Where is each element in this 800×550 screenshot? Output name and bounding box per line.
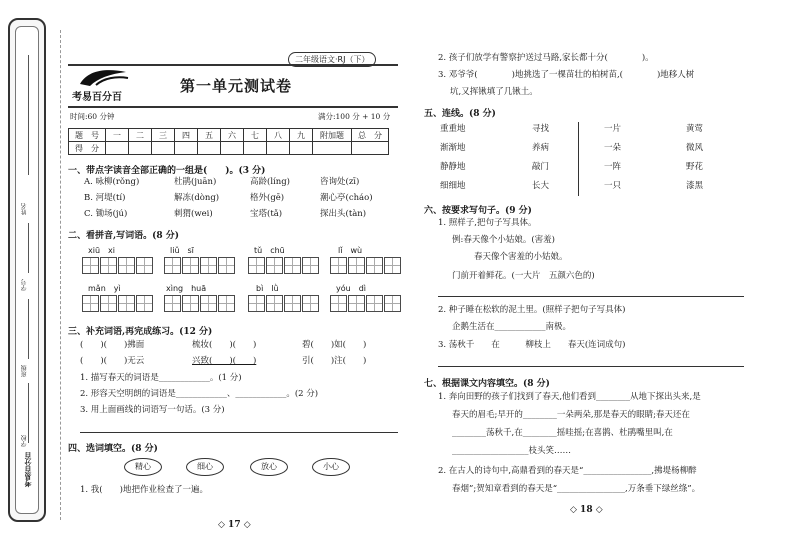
score-header-cell: 九 [290,129,313,142]
class-label: 班级 [21,365,28,377]
q6-item: 1. 照样子,把句子写具体。 [438,218,537,228]
match-word[interactable]: 长大 [532,181,550,191]
q1-option: 高龄(líng) [250,177,290,187]
pinyin-label: xìng huā [166,284,207,293]
score-cell[interactable] [352,142,389,155]
pinyin-label: liǔ sī [170,246,194,255]
match-divider [578,122,579,196]
q1-option: 咨询处(zī) [320,177,360,187]
school-label: 学校 [21,435,28,447]
q1-option: 解冻(dòng) [174,193,220,203]
name-label: 姓名 [21,203,28,215]
grade-tag: 二年级语文·RJ（下） [288,52,376,67]
idiom-blank-underlined[interactable]: 兴致( )( ) [192,356,257,366]
word-option: 小心 [312,458,350,476]
q6-example: 例:春天像个小姑娘。(害羞) [452,235,555,245]
score-cell[interactable] [221,142,244,155]
match-word[interactable]: 一朵 [604,143,622,153]
score-cell[interactable] [244,142,267,155]
sidebar-brand: 考易百分百 [24,452,32,487]
score-header-cell: 附加题 [313,129,352,142]
match-word[interactable]: 微风 [686,143,704,153]
name-line [28,55,29,175]
score-cell[interactable] [267,142,290,155]
writing-box[interactable] [82,257,154,274]
score-cell[interactable] [129,142,152,155]
q7-line: 春烟”;贺知章看到的春天是“________________,万条垂下绿丝绦”。 [452,484,701,494]
q1-option: 刺猬(wei) [174,209,213,219]
q7-line: 春天的眉毛;早开的________一朵两朵,那是春天的眼睛;春天还在 [452,410,690,420]
writing-box[interactable] [82,295,154,312]
score-header-cell: 二 [129,129,152,142]
word-option: 放心 [250,458,288,476]
score-header-cell: 三 [152,129,175,142]
pinyin-label: tǔ chū [254,246,285,255]
q5-heading: 五、连线。(8 分) [424,109,496,119]
page-title: 第一单元测试卷 [180,77,293,95]
score-header-cell: 六 [221,129,244,142]
score-cell[interactable] [313,142,352,155]
q6-item: 2. 种子睡在松软的泥土里。(照样子把句子写具体) [438,305,626,315]
q6-example: 春天像个害羞的小姑娘。 [474,252,568,262]
answer-line[interactable] [438,366,744,367]
q1-option: 杜鹃(juān) [174,177,217,187]
sidebar-info-strip [15,26,39,514]
score-header-cell: 七 [244,129,267,142]
word-option: 细心 [186,458,224,476]
idiom-blank[interactable]: 引( )注( ) [302,356,367,366]
q3-item: 2. 形容天空明朗的词语是____________、____________。(2 分) [80,389,319,399]
score-table [68,128,389,155]
score-cell[interactable] [175,142,198,155]
q1-option: 潮心亭(cháo) [320,193,373,203]
pinyin-label: yóu dì [336,284,366,293]
writing-box[interactable] [164,295,236,312]
q7-heading: 七、根据课文内容填空。(8 分) [424,379,550,389]
score-header-cell: 五 [198,129,221,142]
q1-option: 宝塔(tǎ) [250,209,283,219]
logo-icon [76,66,130,88]
score-header-cell: 一 [106,129,129,142]
q6-heading: 六、按要求写句子。(9 分) [424,206,532,216]
writing-box[interactable] [248,295,320,312]
q4-heading: 四、选词填空。(8 分) [68,444,158,454]
score-table-row [69,142,389,155]
word-option: 精心 [124,458,162,476]
q7-line: 2. 在古人的诗句中,高鼎看到的春天是“________________,拂堤杨柳醉 [438,466,697,476]
q6-prompt: 企鹅生活在____________南极。 [452,322,572,332]
match-word[interactable]: 漆黑 [686,181,704,191]
class-line [28,299,29,359]
q1-heading: 一、带点字读音全部正确的一组是( )。(3 分) [68,166,266,176]
idiom-blank[interactable]: ( )( )拂面 [80,340,145,350]
pinyin-label: xiū xi [88,246,115,255]
match-word[interactable]: 静静地 [440,162,466,172]
idiom-blank[interactable]: ( )( )无云 [80,356,145,366]
q7-line: ________荡秋千,在________摇哇摇;在喜鹊、杜鹃嘴里叫,在 [452,428,673,438]
match-word[interactable]: 一阵 [604,162,622,172]
answer-line[interactable] [80,432,398,433]
time-info: 时间:60 分钟 [70,112,115,121]
score-table-header [69,129,389,142]
cut-line [60,30,61,520]
score-header-cell: 总 分 [352,129,389,142]
idiom-blank[interactable]: 梳妆( )( ) [192,340,257,350]
writing-box[interactable] [248,257,320,274]
q1-option: 探出头(tàn) [320,209,367,219]
score-cell[interactable] [290,142,313,155]
match-word[interactable]: 敲门 [532,162,550,172]
q4-item: 2. 孩子们放学有警察护送过马路,家长都十分( )。 [438,53,654,63]
score-cell[interactable] [198,142,221,155]
match-word[interactable]: 重重地 [440,124,466,134]
page-number-left: ◇ 17 ◇ [218,520,251,530]
score-header-cell: 八 [267,129,290,142]
binding-sidebar [8,18,46,522]
id-line [28,223,29,273]
full-score-info: 满分:100 分 + 10 分 [318,112,391,121]
q1-option: A. 咏柳(rǒng) [84,177,140,187]
pinyin-label: mǎn yì [88,284,121,293]
q6-item: 3. 荡秋千 在 柳枝上 春天(连词成句) [438,340,626,350]
q4-item: 1. 我( )地把作业检查了一遍。 [80,485,208,495]
q1-option: B. 河堤(tí) [84,193,126,203]
q4-item: 3. 邓爷爷( )地挑选了一棵苗壮的柏树苗,( )地移人树 [438,70,695,80]
q7-line: 1. 奔向田野的孩子们找到了春天,他们看到________从地下探出头来,是 [438,392,701,402]
q3-item: 1. 描写春天的词语是____________。(1 分) [80,373,242,383]
match-word[interactable]: 养病 [532,143,550,153]
writing-box[interactable] [330,257,402,274]
score-cell[interactable] [152,142,175,155]
school-line [28,383,29,443]
q2-heading: 二、看拼音,写词语。(8 分) [68,231,180,241]
q1-option: C. 锄场(jú) [84,209,128,219]
q3-heading: 三、补充词语,再完成练习。(12 分) [68,327,213,337]
q1-option: 格外(gē) [250,193,285,203]
q3-item: 3. 用上面画线的词语写一句话。(3 分) [80,405,225,415]
logo-text: 考易百分百 [72,92,122,103]
match-word[interactable]: 一片 [604,124,622,134]
score-header-cell: 题 号 [69,129,106,142]
match-word[interactable]: 渐渐地 [440,143,466,153]
score-cell[interactable] [106,142,129,155]
match-word[interactable]: 细细地 [440,181,466,191]
q7-line: __________________枝头笑…… [452,446,572,456]
id-label: 学号 [21,279,28,291]
score-header-cell: 四 [175,129,198,142]
pinyin-label: lǐ wù [338,246,363,255]
q6-prompt: 门前开着鲜花。(一大片 五颜六色的) [452,271,595,281]
match-word[interactable]: 一只 [604,181,622,191]
pinyin-label: bì lǜ [256,284,279,293]
writing-box[interactable] [330,295,402,312]
answer-line[interactable] [438,296,744,297]
match-word[interactable]: 野花 [686,162,704,172]
q4-item-cont: 坑,又挥锹填了几锹土。 [450,87,538,97]
writing-box[interactable] [164,257,236,274]
idiom-blank[interactable]: 碧( )如( ) [302,340,367,350]
page-number-right: ◇ 18 ◇ [570,505,603,515]
match-word[interactable]: 黄莺 [686,124,704,134]
match-word[interactable]: 寻找 [532,124,550,134]
score-row-label: 得 分 [69,142,106,155]
